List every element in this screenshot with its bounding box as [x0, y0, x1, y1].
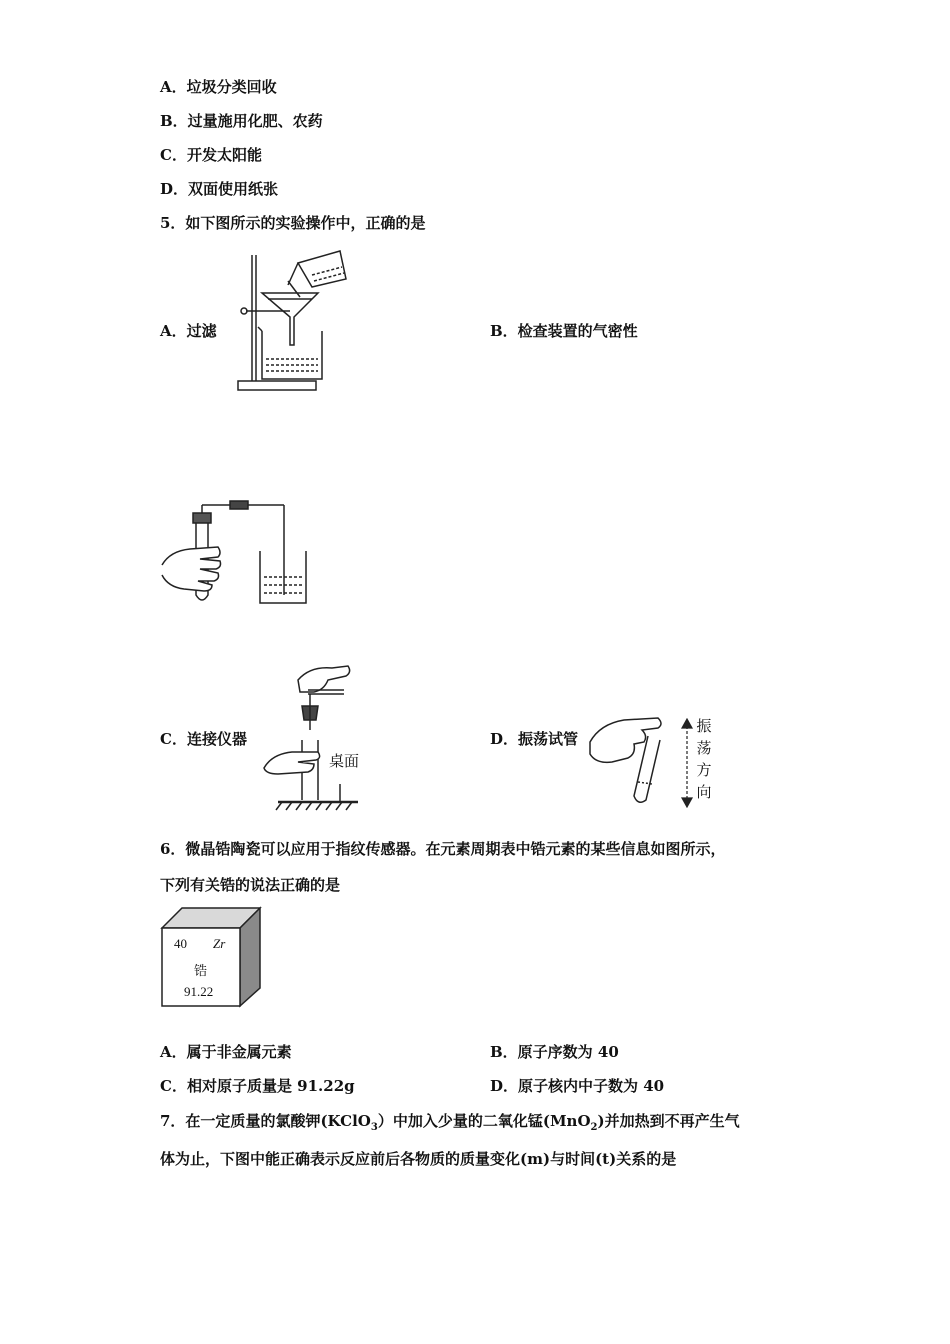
q7-line1-sub1: 3 — [370, 1122, 378, 1133]
q5-option-c: C．连接仪器 — [160, 730, 247, 748]
shake-char-2: 荡 — [696, 739, 712, 757]
q5-option-b: B．检查装置的气密性 — [490, 322, 638, 340]
atomic-mass: 91.22 — [184, 984, 214, 999]
q4-option-b: B．过量施用化肥、农药 — [160, 112, 323, 130]
q6-option-a: A．属于非金属元素 — [160, 1043, 292, 1061]
q4-option-a: A．垃圾分类回收 — [160, 78, 277, 96]
q5-stem: 5．如下图所示的实验操作中，正确的是 — [160, 214, 426, 232]
filtration-figure — [232, 245, 357, 395]
q5-option-d: D．振荡试管 — [490, 730, 579, 748]
q7-line1-sub2: 2 — [590, 1122, 598, 1133]
element-cell-zr — [160, 906, 262, 1008]
shake-char-1: 振 — [696, 717, 712, 735]
q7-stem-line1 — [160, 1112, 740, 1137]
connect-apparatus-figure — [258, 660, 368, 815]
q7-line1-part3: )并加热到不再产生气 — [597, 1112, 740, 1130]
q6-stem-line2: 下列有关锆的说法正确的是 — [160, 876, 341, 894]
q6-option-b: B．原子序数为 40 — [490, 1043, 619, 1061]
element-name: 锆 — [194, 964, 208, 979]
element-symbol: Zr — [213, 936, 226, 951]
q6-option-d: D．原子核内中子数为 40 — [490, 1077, 665, 1095]
q4-option-d: D．双面使用纸张 — [160, 180, 279, 198]
q4-option-c: C．开发太阳能 — [160, 146, 262, 164]
shake-direction-label — [694, 715, 714, 803]
desk-label: 桌面 — [329, 752, 360, 770]
q5-option-a: A．过滤 — [160, 322, 217, 340]
airtightness-figure — [160, 495, 310, 610]
q7-line1-part2: ）中加入少量的二氧化锰(MnO — [377, 1112, 591, 1130]
atomic-number: 40 — [174, 936, 187, 951]
shake-char-3: 方 — [696, 761, 712, 779]
q6-option-c: C．相对原子质量是 91.22g — [160, 1077, 355, 1095]
shake-direction-arrow — [680, 718, 694, 808]
q7-stem-line2: 体为止，下图中能正确表示反应前后各物质的质量变化(m)与时间(t)关系的是 — [160, 1150, 677, 1168]
shake-char-4: 向 — [696, 783, 712, 801]
q7-line1-part1: 7．在一定质量的氯酸钾(KClO — [160, 1112, 371, 1130]
shake-tube-figure — [588, 712, 683, 812]
q6-stem-line1: 6．微晶锆陶瓷可以应用于指纹传感器。在元素周期表中锆元素的某些信息如图所示， — [160, 840, 726, 858]
